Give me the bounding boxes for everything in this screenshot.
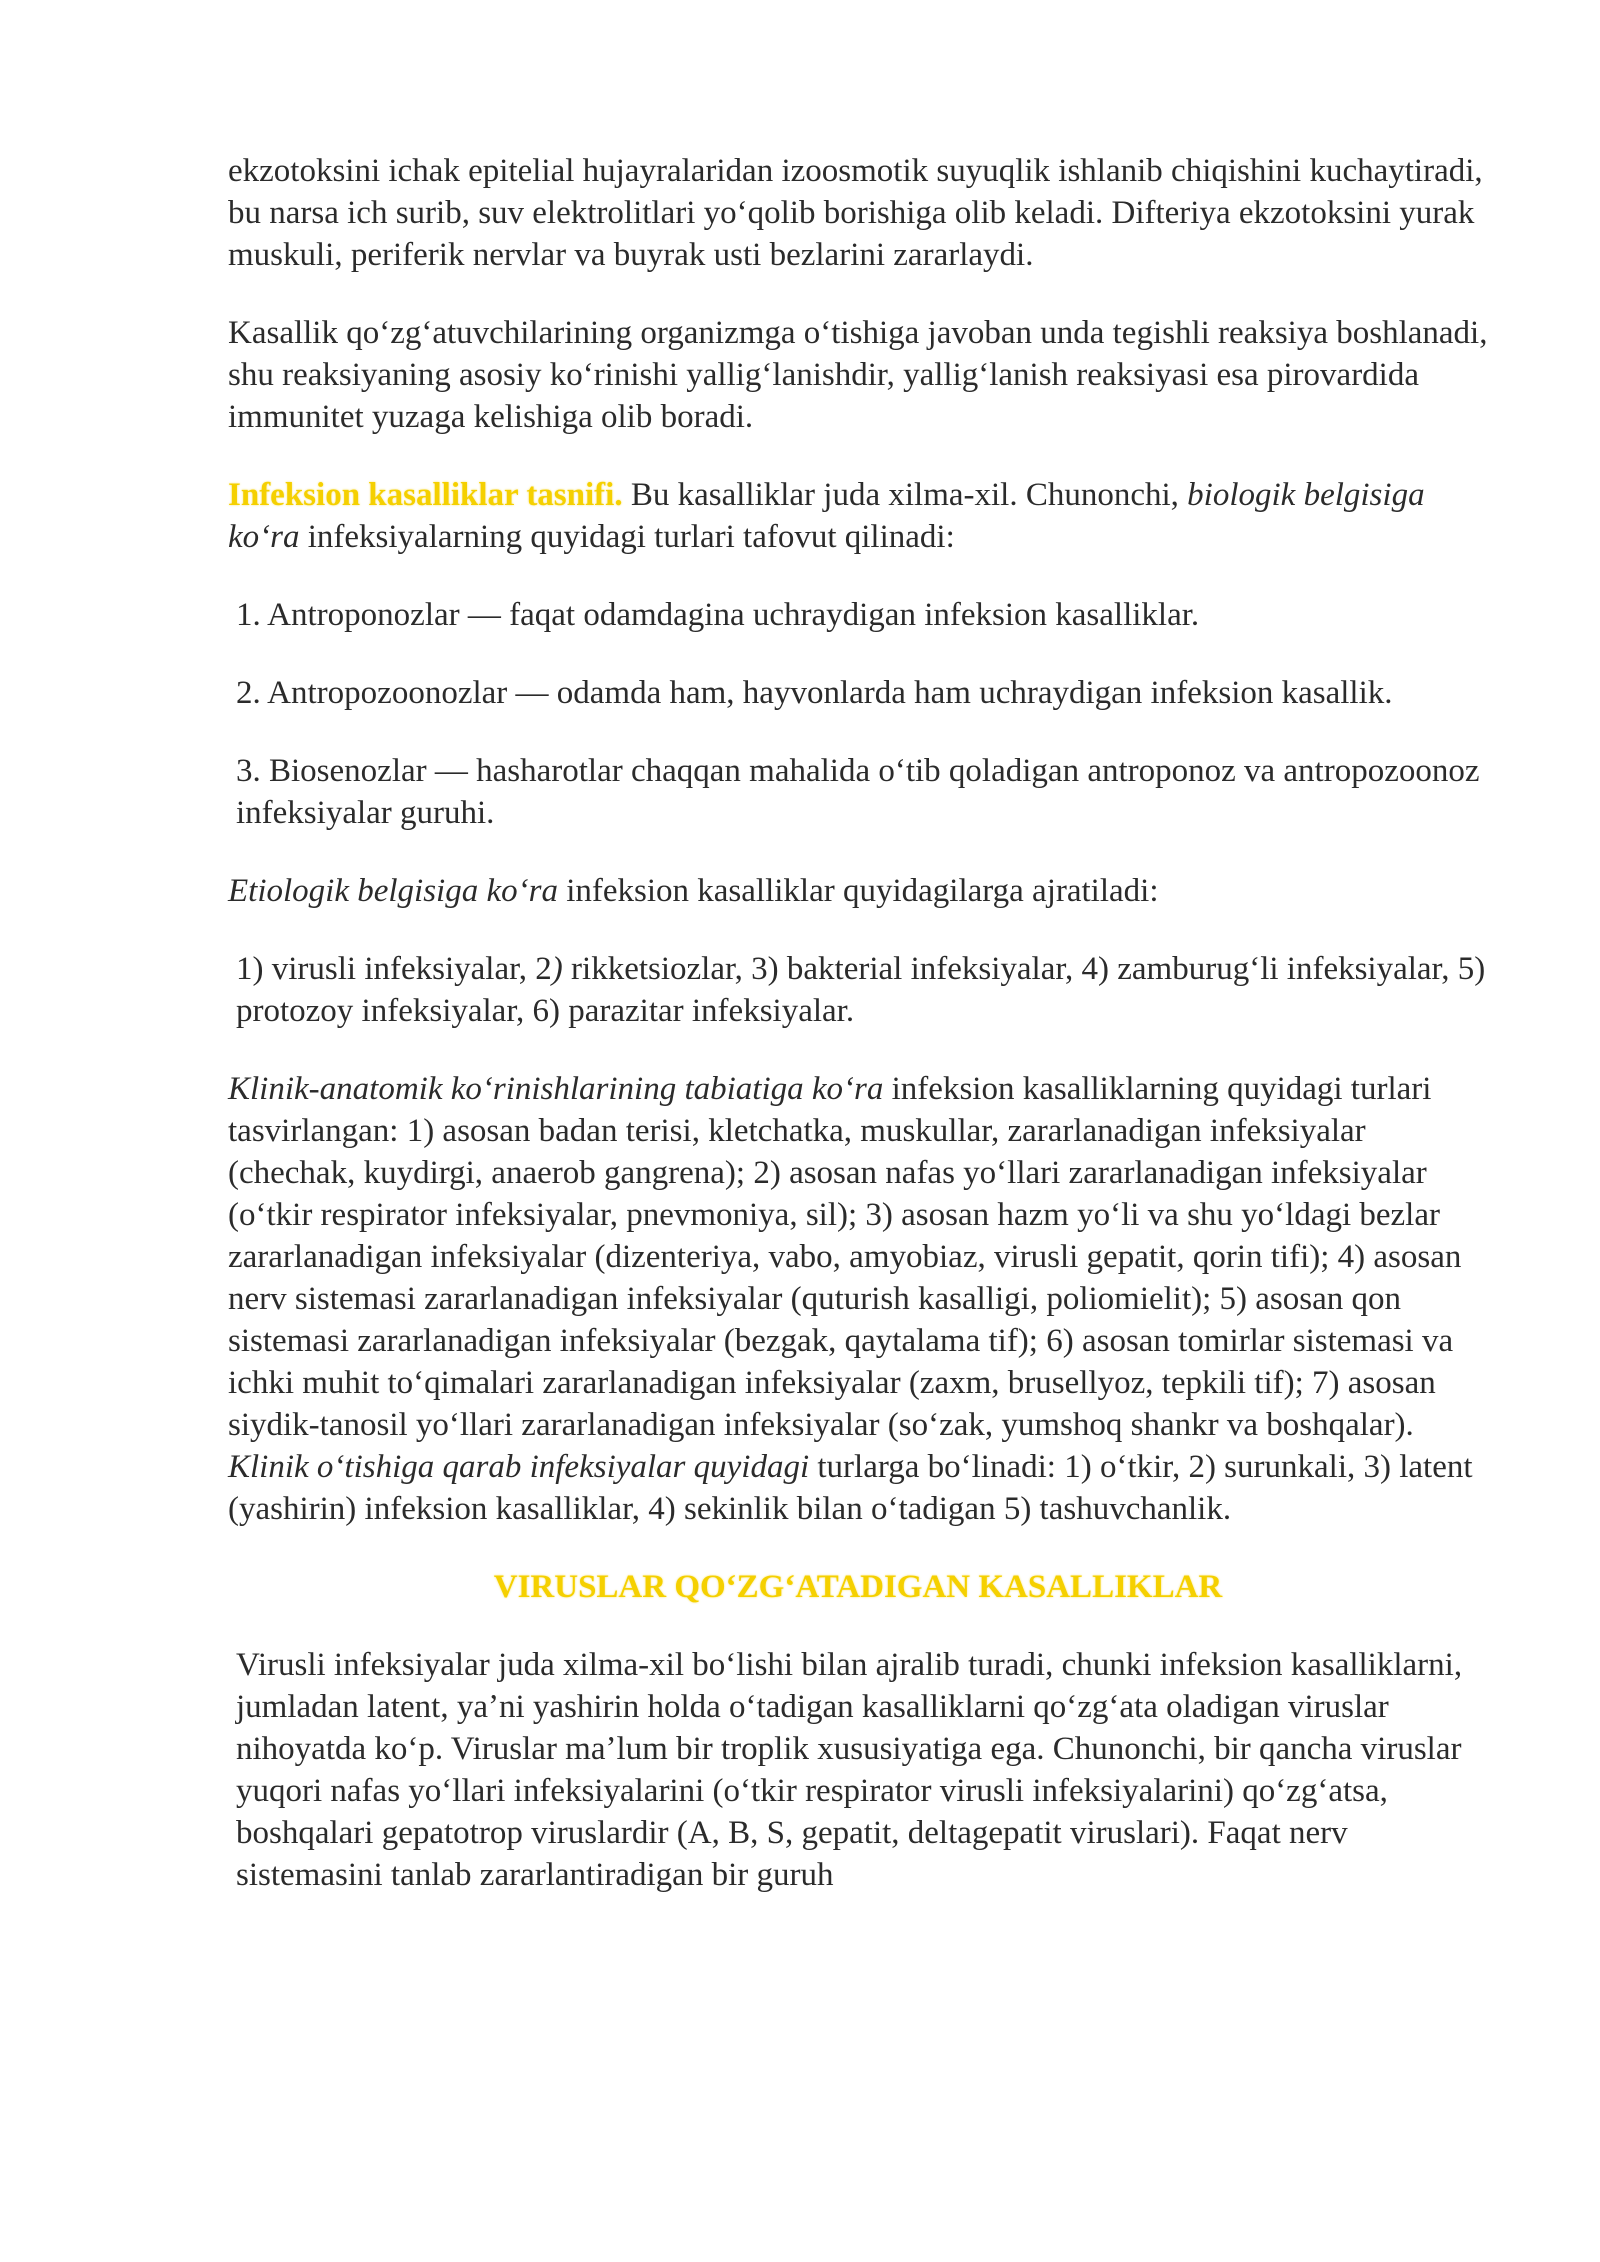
tasnif-italic: biologik belgisiga koʻra <box>228 477 1425 555</box>
klinik-text-1: infeksion kasalliklarning quyidagi turlari tasvirlangan: 1) asosan badan terisi, kletchatka, muskullar, zararlanadigan infeksiyalar (chechak, kuydirgi, anaerob gangrena); 2) asosan nafas yoʻllari zararlanadigan infeksiyalar (oʻtkir respirator infeksiyalar, pnevmoniya, sil); 3) asosan hazm yoʻli va shu yoʻldagi bezlar zararlanadigan infeksiyalar (dizenteriya, vabo, amyobiaz, virusli gepatit, qorin tifi); 4) asosan nerv sistemasi zararlanadigan infeksiyalar (quturish kasalligi, poliomielit); 5) asosan qon sistemasi zararlanadigan infeksiyalar (bezgak, qaytalama tif); 6) asosan tomirlar sistemasi va ichki muhit toʻqimalari zararlanadigan infeksiyalar (zaxm, brusellyoz, tepkili tif); 7) asosan siydik-tanosil yoʻllari zararlanadigan infeksiyalar (soʻzak, yumshoq shankr va boshqalar). <box>228 1071 1462 1443</box>
list-item-antropozoonozlar: 2. Antropozoonozlar — odamda ham, hayvonlarda ham uchraydigan infeksion kasallik. <box>236 675 1393 711</box>
paragraph-klinik-anatomik <box>228 1068 1488 1530</box>
paragraph-reaksiya: Kasallik qoʻzgʻatuvchilarining organizmga oʻtishiga javoban unda tegishli reaksiya boshlanadi, shu reaksiyaning asosiy koʻrinishi yalligʻlanishdir, yalligʻlanish reaksiyasi esa pirovardida immunitet yuzaga kelishiga olib boradi. <box>228 315 1488 435</box>
paragraph-etiologik <box>228 870 1488 912</box>
paragraph-ekzotoksin: ekzotoksini ichak epitelial hujayralaridan izoosmotik suyuqlik ishlanib chiqishini kuchaytiradi, bu narsa ich surib, suv elektrolitlari yoʻqolib borishiga olib keladi. Difteriya ekzotoksini yurak muskuli, periferik nervlar va buyrak usti bezlarini zararlaydi. <box>228 153 1483 273</box>
turlari-text-b: ) <box>551 951 563 987</box>
paragraph-tasnif <box>228 474 1488 558</box>
turlari-text-a: 1) virusli infeksiyalar, 2 <box>236 951 552 987</box>
tasnif-text-1: Bu kasalliklar juda xilma-xil. Chunonchi, <box>622 477 1188 513</box>
klinik-italic-1: Klinik-anatomik koʻrinishlarining tabiatiga koʻra <box>228 1071 884 1107</box>
paragraph-virusli-infeksiyalar: Virusli infeksiyalar juda xilma-xil boʻlishi bilan ajralib turadi, chunki infeksion kasalliklarni, jumladan latent, yaʼni yashirin holda oʻtadigan kasalliklarni qoʻzgʻata oladigan viruslar nihoyatda koʻp. Viruslar maʼlum bir troplik xususiyatiga ega. Chunonchi, bir qancha viruslar yuqori nafas yoʻllari infeksiyalarini (oʻtkir respirator virusli infeksiyalarini) qoʻzgʻatsa, boshqalari gepatotrop viruslardir (A, B, S, gepatit, deltagepatit viruslari). Faqat nerv sistemasini tanlab zararlantiradigan bir guruh <box>236 1647 1463 1893</box>
klinik-italic-2: Klinik oʻtishiga qarab infeksiyalar quyidagi <box>228 1449 810 1485</box>
paragraph-infeksiya-turlari <box>228 948 1488 1032</box>
section-heading-viruslar: VIRUSLAR QOʻZGʻATADIGAN KASALLIKLAR <box>493 1569 1223 1605</box>
list-item-biosenozlar: 3. Biosenozlar — hasharotlar chaqqan mahalida oʻtib qoladigan antroponoz va antropozoonoz infeksiyalar guruhi. <box>236 753 1480 831</box>
turlari-text-c: rikketsiozlar, 3) bakterial infeksiyalar, 4) zamburugʻli infeksiyalar, 5) protozoy infeksiyalar, 6) parazitar infeksiyalar. <box>236 951 1486 1029</box>
etiologik-italic: Etiologik belgisiga koʻra <box>228 873 558 909</box>
etiologik-text: infeksion kasalliklar quyidagilarga ajratiladi: <box>557 873 1159 909</box>
tasnif-text-2: infeksiyalarning quyidagi turlari tafovut qilinadi: <box>299 519 955 555</box>
document-page <box>228 150 1488 1932</box>
section-title-tasnif: Infeksion kasalliklar tasnifi. <box>228 477 623 513</box>
klinik-text-2: turlarga boʻlinadi: 1) oʻtkir, 2) surunkali, 3) latent (yashirin) infeksion kasalliklar, 4) sekinlik bilan oʻtadigan 5) tashuvchanlik. <box>228 1449 1473 1527</box>
list-item-antroponozlar: 1. Antroponozlar — faqat odamdagina uchraydigan infeksion kasalliklar. <box>236 597 1200 633</box>
